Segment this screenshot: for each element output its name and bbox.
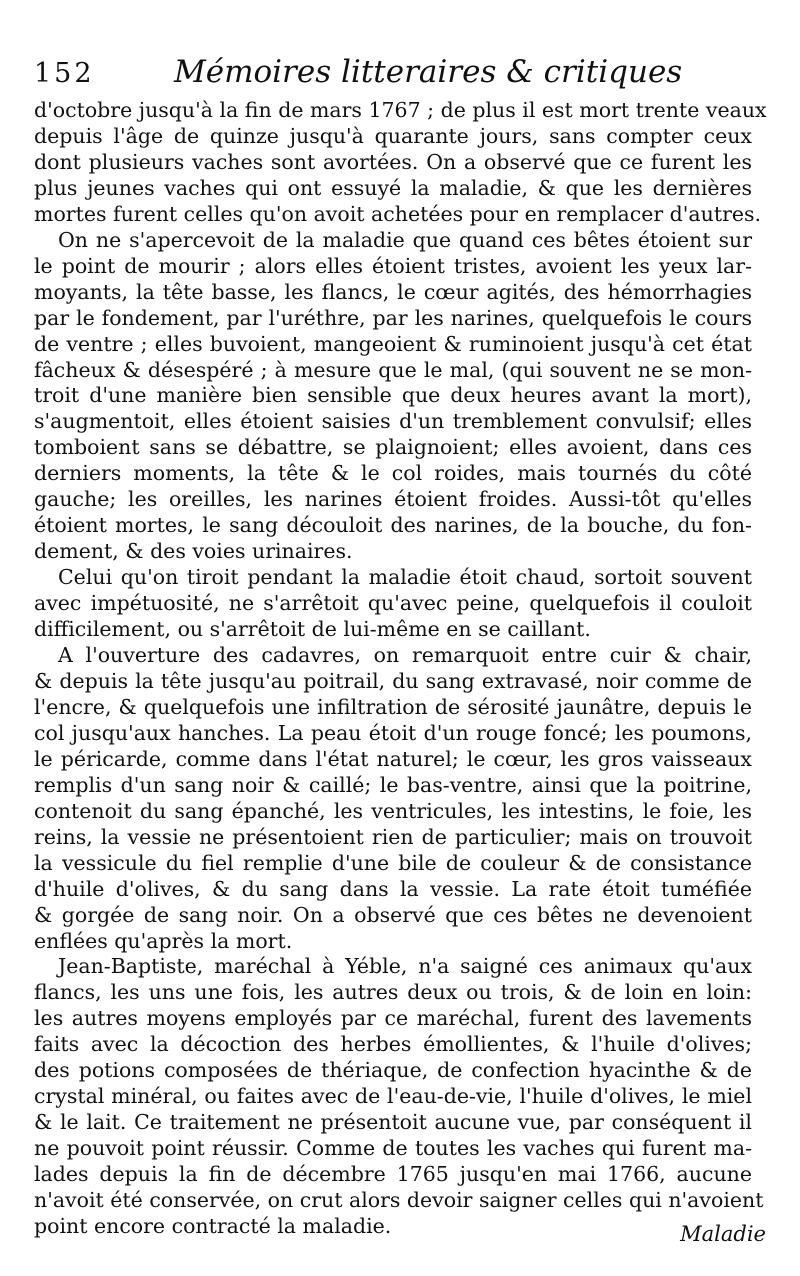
- text-line: le péricarde, comme dans l'état naturel; le cœur, les gros vaisseaux: [34, 746, 752, 771]
- text-line: les autres moyens employés par ce maréchal, furent des lavements: [34, 1006, 752, 1031]
- text-line: flancs, les uns une fois, les autres deux ou trois, & de loin en loin:: [34, 980, 752, 1005]
- body-text: [34, 98, 767, 1240]
- text-line: dont plusieurs vaches sont avortées. On a observé que ce furent les: [34, 149, 752, 174]
- text-line: & depuis la tête jusqu'au poitrail, du sang extravasé, noir comme de: [34, 668, 752, 693]
- text-line: contenoit du sang épanché, les ventricules, les intestins, le foie, les: [34, 798, 752, 823]
- page-header: [34, 54, 754, 100]
- text-line: la vessicule du fiel remplie d'une bile de couleur & de consistance: [34, 850, 752, 875]
- text-line: étoient mortes, le sang découloit des narines, de la bouche, du fon-: [34, 513, 752, 538]
- text-line: d'octobre jusqu'à la fin de mars 1767 ; de plus il est mort trente veaux: [34, 98, 767, 122]
- text-line: enflées qu'après la mort.: [34, 928, 293, 953]
- text-line: & le lait. Ce traitement ne présentoit aucune vue, par conséquent il: [34, 1110, 752, 1135]
- text-line: de ventre ; elles buvoient, mangeoient & ruminoient jusqu'à cet état: [34, 331, 752, 356]
- text-line: plus jeunes vaches qui ont essuyé la maladie, & que les dernières: [34, 175, 752, 200]
- text-line: dement, & des voies urinaires.: [34, 539, 353, 564]
- text-line: l'encre, & quelquefois une infiltration de sérosité jaunâtre, depuis le: [34, 694, 752, 719]
- text-line: le point de mourir ; alors elles étoient tristes, avoient les yeux lar-: [34, 253, 752, 278]
- text-line: point encore contracté la maladie.: [34, 1213, 392, 1238]
- text-line: fâcheux & désespéré ; à mesure que le mal, (qui souvent ne se mon-: [34, 357, 752, 382]
- text-line: par le fondement, par l'uréthre, par les narines, quelquefois le cours: [34, 305, 752, 330]
- text-line: Celui qu'on tiroit pendant la maladie étoit chaud, sortoit souvent: [58, 565, 752, 590]
- catchword: Maladie: [680, 1222, 766, 1246]
- text-line: derniers moments, la tête & le col roides, mais tournés du côté: [34, 461, 752, 486]
- running-title: Mémoires litteraires & critiques: [174, 54, 683, 90]
- text-line: lades depuis la fin de décembre 1765 jusqu'en mai 1766, aucune: [34, 1162, 752, 1187]
- text-line: des potions composées de thériaque, de confection hyacinthe & de: [34, 1058, 752, 1083]
- text-line: faits avec la décoction des herbes émollientes, & l'huile d'olives;: [34, 1032, 752, 1057]
- text-line: Jean-Baptiste, maréchal à Yéble, n'a saigné ces animaux qu'aux: [58, 954, 752, 979]
- page-number: 152: [34, 58, 95, 89]
- text-line: s'augmentoit, elles étoient saisies d'un tremblement convulsif; elles: [34, 409, 752, 434]
- text-line: d'huile d'olives, & du sang dans la vessie. La rate étoit tuméfiée: [34, 876, 752, 901]
- text-line: troit d'une manière bien sensible que deux heures avant la mort),: [34, 383, 752, 408]
- text-line: avec impétuosité, ne s'arrêtoit qu'avec peine, quelquefois il couloit: [34, 591, 752, 616]
- text-line: tomboient sans se débattre, se plaignoient; elles avoient, dans ces: [34, 435, 752, 460]
- text-line: remplis d'un sang noir & caillé; le bas-ventre, ainsi que la poitrine,: [34, 772, 752, 797]
- text-line: crystal minéral, ou faites avec de l'eau-de-vie, l'huile d'olives, le miel: [34, 1084, 752, 1109]
- text-line: difficilement, ou s'arrêtoit de lui-même en se caillant.: [34, 617, 591, 642]
- text-line: gauche; les oreilles, les narines étoient froides. Aussi-tôt qu'elles: [34, 487, 752, 512]
- text-line: reins, la vessie ne présentoient rien de particulier; mais on trouvoit: [34, 824, 752, 849]
- text-line: & gorgée de sang noir. On a observé que ces bêtes ne devenoient: [34, 902, 752, 927]
- text-line: depuis l'âge de quinze jusqu'à quarante jours, sans compter ceux: [34, 123, 752, 148]
- text-line: ne pouvoit point réussir. Comme de toutes les vaches qui furent ma-: [34, 1136, 752, 1161]
- text-line: n'avoit été conservée, on crut alors devoir saigner celles qui n'avoient: [34, 1188, 764, 1213]
- text-line: On ne s'apercevoit de la maladie que quand ces bêtes étoient sur: [58, 227, 752, 252]
- text-line: A l'ouverture des cadavres, on remarquoit entre cuir & chair,: [58, 643, 752, 668]
- text-line: col jusqu'aux hanches. La peau étoit d'un rouge foncé; les poumons,: [34, 720, 752, 745]
- text-line: mortes furent celles qu'on avoit achetées pour en remplacer d'autres.: [34, 201, 762, 226]
- text-line: moyants, la tête basse, les flancs, le cœur agités, des hémorrhagies: [34, 279, 752, 304]
